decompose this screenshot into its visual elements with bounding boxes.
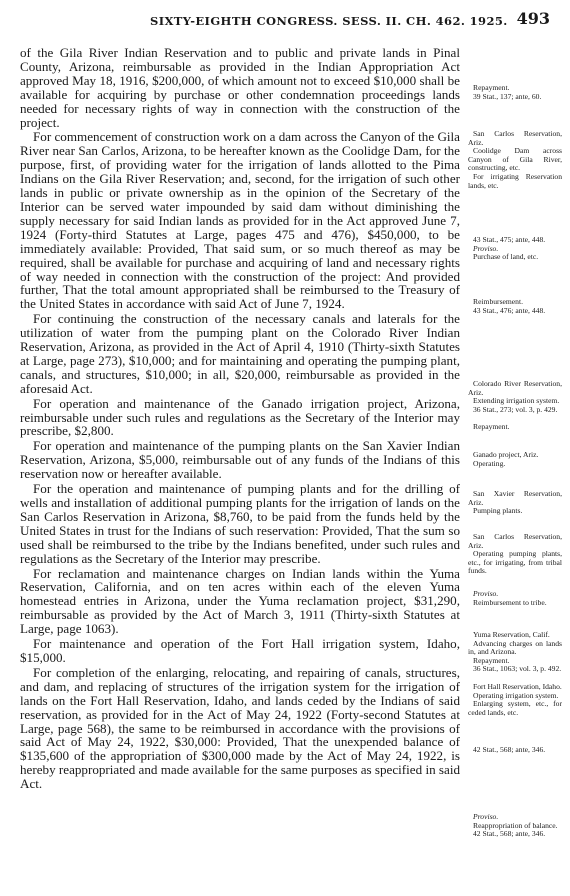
marginal-note-line: 43 Stat., 476; ante, 448. [473, 305, 546, 315]
marginal-note [468, 380, 562, 414]
marginal-note [468, 84, 562, 101]
marginal-note [468, 236, 562, 262]
marginal-note-line: Operating irrigation system. [473, 690, 559, 700]
marginal-note [468, 746, 562, 755]
marginal-note-line: Proviso. [473, 589, 499, 598]
paragraph-fort-hall-completion: For completion of the enlarging, relocating, and repairing of canals, structures, and dam, and replacing of structures of the irrigation system for the irrigation of lands on the Fort Hall Reservation, Idaho, and lands ceded by the Indians of said reservation, as provided for in the Act of May 24, 1922 (Forty-second Statutes at Large, page 568), the same to be reimbursed in accordance with the provisions of said Act of May 24, 1922, $30,000: Provided, That the unexpended balance of $135,600 of the appropriation of $300,000 made by the Act of May 24, 1922, is hereby reappropriated and made available for the same purposes as specified in said Act. [20, 664, 460, 792]
paragraph-ganado: For operation and maintenance of the Ganado irrigation project, Arizona, reimbursable under such rules and regulations as the Secretary of the Interior may prescribe, $2,800. [20, 395, 460, 439]
marginal-note-line: Repayment. [473, 655, 510, 665]
paragraph-fort-hall-maintenance: For maintenance and operation of the Fort Hall irrigation system, Idaho, $15,000. [20, 636, 460, 665]
marginal-note [468, 130, 562, 190]
marginal-note [468, 298, 562, 315]
marginal-note [468, 590, 562, 607]
marginal-note-line: Repayment. [473, 422, 510, 431]
marginal-note-line: Enlarging system, etc., for ceded lands, etc. [468, 699, 562, 717]
paragraph-colorado-river: For continuing the construction of the necessary canals and laterals for the utilization of water from the pumping plant on the Colorado River Indian Reservation, Arizona, as provided in the Act of April 4, 1910 (Thirty-sixth Statutes at Large, page 273), $10,000; and for maintaining and operating the pumping plant, canals, and structures, $10,000; in all, $20,000, reimbursable as provided in the aforesaid Act. [20, 311, 460, 396]
marginal-note-line: 43 Stat., 475; ante, 448. [473, 235, 546, 244]
marginal-note-line: Reimbursement. [473, 297, 523, 306]
marginal-note-line: Ganado project, Ariz. [473, 450, 539, 459]
marginal-note-line: Yuma Reservation, Calif. [473, 630, 550, 639]
marginal-note [468, 451, 562, 468]
marginal-note-line: Reappropriation of balance. [473, 820, 558, 830]
marginal-note-line: Colorado River Reservation, Ariz. [468, 379, 562, 397]
marginal-note-line: Fort Hall Reservation, Idaho. [473, 682, 562, 691]
marginal-note-line: Reimbursement to tribe. [473, 597, 547, 607]
marginal-note [468, 683, 562, 717]
marginal-note [468, 423, 562, 432]
paragraph-coolidge-dam: For commencement of construction work on a dam across the Canyon of the Gila River near San Carlos, Arizona, to be hereafter known as the Coolidge Dam, for the purpose, first, of providing water for the irrigation of lands allotted to the Pima Indians on the Gila River Reservation; and, second, for the irrigation of such other lands in public or private ownership as in the opinion of the Secretary of the Interior can be served water impounded by said dam without diminishing the supply necessary for said Indian lands as provided for in the Act approved June 7, 1924 (Forty-third Statutes at Large, pages 475 and 476), $450,000, to be immediately available: Provided, That said sum, or so much thereof as may be required, shall be available for purchase and acquiring of land and necessary rights of way needed in connection with the construction of the project: And provided further, That the total amount appropriated shall be reimbursed to the Treasury of the United States in accordance with said Act of June 7, 1924. [20, 129, 460, 312]
paragraph-san-xavier: For operation and maintenance of the pumping plants on the San Xavier Indian Reservation, Arizona, $5,000, reimbursable out of any funds of the Indians of this reservation now or hereafter available. [20, 438, 460, 482]
marginal-note [468, 533, 562, 576]
marginal-note-line: 42 Stat., 568; ante, 346. [473, 829, 546, 839]
marginal-note-line: Operating. [473, 458, 506, 468]
marginal-note-line: San Xavier Reservation, Ariz. [468, 489, 562, 507]
marginal-note-line: Pumping plants. [473, 506, 523, 516]
marginal-note-line: 42 Stat., 568; ante, 346. [473, 745, 546, 754]
paragraph-san-carlos-pumping: For the operation and maintenance of pumping plants and for the drilling of wells and installation of additional pumping plants for the irrigation of lands on the San Carlos Reservation in Arizona, $8,760, to be paid from the funds held by the United States in trust for the Indians of such reservation: Provided, That the sum so used shall be reimbursed to the tribe by the Indians benefited, under such rules and regulations as the Secretary of the Interior may prescribe. [20, 481, 460, 566]
running-title: SIXTY-EIGHTH CONGRESS. SESS. II. CH. 462. 1925. [150, 14, 508, 28]
marginal-notes [468, 0, 564, 896]
main-text [20, 46, 460, 792]
marginal-note-line: Operating pumping plants, etc., for irrigating, from tribal funds. [468, 549, 562, 576]
marginal-note [468, 813, 562, 839]
marginal-note [468, 631, 562, 674]
marginal-note-line: 36 Stat., 273; vol. 3, p. 429. [473, 404, 558, 414]
paragraph-yuma: For reclamation and maintenance charges on Indian lands within the Yuma Reservation, California, and on ten acres within each of the eleven Yuma homestead entries in Arizona, under the Yuma reclamation project, $31,290, reimbursable as provided by the Act of March 3, 1911 (Thirty-sixth Statutes at Large, page 1063). [20, 565, 460, 637]
marginal-note-line: Advancing charges on lands in, and Arizona. [468, 638, 562, 657]
marginal-note-line: San Carlos Reservation, Ariz. [468, 532, 562, 550]
marginal-note [468, 490, 562, 516]
paragraph-gila-river-continued: of the Gila River Indian Reservation and to public and private lands in Pinal County, Arizona, reimbursable as provided in the Indian Appropriation Act approved May 18, 1916, $200,000, of which amount not to exceed $10,000 shall be available for acquiring by purchase or other condemnation proceedings lands needed for necessary rights of way in connection with the construction of the project. [20, 45, 460, 130]
marginal-note-line: San Carlos Reservation, Ariz. [468, 129, 562, 147]
marginal-note-line: Repayment. [473, 83, 510, 92]
marginal-note-line: 36 Stat., 1063; vol. 3, p. 492. [473, 664, 562, 674]
marginal-note-line: Purchase of land, etc. [473, 252, 539, 262]
marginal-note-line: Extending irrigation system. [473, 396, 560, 406]
marginal-note-line: Coolidge Dam across Canyon of Gila River, constructing, etc. [468, 146, 562, 173]
page-number: 493 [516, 9, 550, 28]
marginal-note-line: Proviso. [473, 243, 499, 253]
marginal-note-line: Proviso. [473, 812, 499, 821]
marginal-note-line: 39 Stat., 137; ante, 60. [473, 91, 542, 101]
marginal-note-line: For irrigating Reservation lands, etc. [468, 171, 562, 190]
